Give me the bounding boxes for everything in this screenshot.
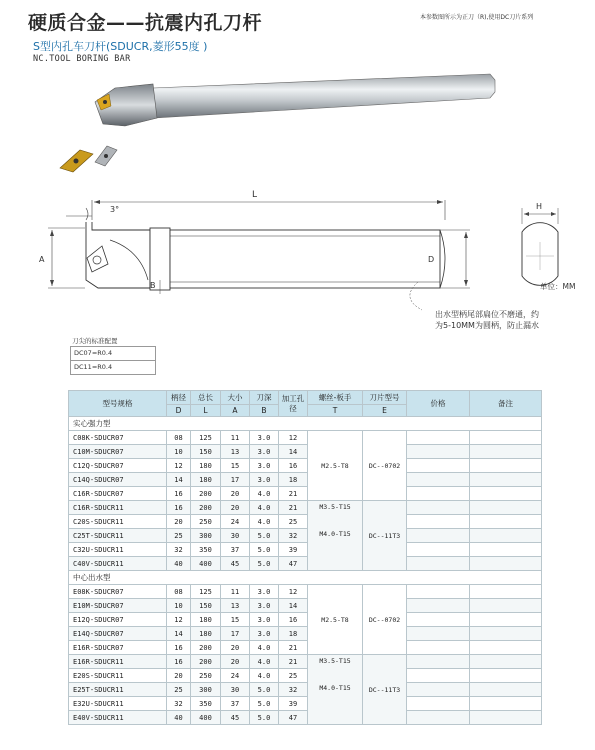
remark-cell [470, 627, 542, 641]
col-length-sym: L [191, 405, 221, 417]
insert-cell: DC--0702 [363, 431, 407, 501]
col-shank: 柄径 [167, 391, 191, 405]
value-cell: 250 [191, 669, 221, 683]
price-cell [407, 431, 470, 445]
col-length: 总长 [191, 391, 221, 405]
model-cell: C08K-SDUCR07 [69, 431, 167, 445]
value-cell: 14 [279, 599, 308, 613]
value-cell: 180 [191, 627, 221, 641]
table-row [69, 459, 542, 473]
value-cell: 350 [191, 697, 221, 711]
insert-cell: DC--11T3 [363, 655, 407, 725]
value-cell: 180 [191, 473, 221, 487]
boring-bar-photo [85, 70, 505, 140]
price-cell [407, 543, 470, 557]
insert-photo [55, 140, 125, 180]
model-cell: C25T-SDUCR11 [69, 529, 167, 543]
value-cell: 5.0 [250, 529, 279, 543]
value-cell: 40 [167, 557, 191, 571]
remark-cell [470, 683, 542, 697]
value-cell: 30 [221, 529, 250, 543]
value-cell: 4.0 [250, 487, 279, 501]
value-cell: 47 [279, 711, 308, 725]
table-row [69, 557, 542, 571]
table-row [69, 683, 542, 697]
col-screw: 螺丝-板手 [308, 391, 363, 405]
table-row [69, 487, 542, 501]
insert-cell: DC--0702 [363, 585, 407, 655]
value-cell: 5.0 [250, 557, 279, 571]
model-cell: E14Q-SDUCR07 [69, 627, 167, 641]
price-cell [407, 711, 470, 725]
value-cell: 150 [191, 599, 221, 613]
price-cell [407, 669, 470, 683]
value-cell: 12 [167, 613, 191, 627]
model-cell: E12Q-SDUCR07 [69, 613, 167, 627]
model-cell: E10M-SDUCR07 [69, 599, 167, 613]
model-cell: C20S-SDUCR11 [69, 515, 167, 529]
spec-table [68, 390, 542, 725]
value-cell: 3.0 [250, 473, 279, 487]
model-cell: C16R-SDUCR11 [69, 501, 167, 515]
price-cell [407, 529, 470, 543]
value-cell: 200 [191, 487, 221, 501]
value-cell: 20 [221, 501, 250, 515]
value-cell: 200 [191, 655, 221, 669]
value-cell: 25 [167, 529, 191, 543]
price-cell [407, 585, 470, 599]
value-cell: 21 [279, 487, 308, 501]
remark-cell [470, 543, 542, 557]
value-cell: 400 [191, 711, 221, 725]
table-row [69, 711, 542, 725]
value-cell: 16 [167, 501, 191, 515]
value-cell: 13 [221, 445, 250, 459]
top-note: 本参数图所示为正刀（R),使用DC刀片系列 [420, 14, 534, 21]
price-cell [407, 683, 470, 697]
value-cell: 11 [221, 431, 250, 445]
table-row [69, 515, 542, 529]
value-cell: 20 [221, 487, 250, 501]
value-cell: 14 [279, 445, 308, 459]
model-cell: E16R-SDUCR11 [69, 655, 167, 669]
remark-cell [470, 459, 542, 473]
value-cell: 20 [167, 669, 191, 683]
value-cell: 32 [167, 697, 191, 711]
screw-value: M4.0-T15 [319, 530, 351, 538]
page-title: 硬质合金——抗震内孔刀杆 [28, 12, 263, 34]
value-cell: 24 [221, 515, 250, 529]
remark-cell [470, 655, 542, 669]
remark-cell [470, 599, 542, 613]
remark-cell [470, 557, 542, 571]
dim-d-label: D [428, 255, 435, 264]
value-cell: 16 [167, 487, 191, 501]
value-cell: 21 [279, 501, 308, 515]
value-cell: 17 [221, 473, 250, 487]
table-row [69, 585, 542, 599]
value-cell: 25 [279, 515, 308, 529]
insert-cell: DC--11T3 [363, 501, 407, 571]
section-row [69, 417, 542, 431]
screw-cell [308, 655, 363, 725]
price-cell [407, 627, 470, 641]
model-cell: E20S-SDUCR11 [69, 669, 167, 683]
screw-value: M2.5-T8 [321, 461, 349, 470]
screw-cell [308, 585, 363, 655]
model-cell: C14Q-SDUCR07 [69, 473, 167, 487]
screw-value: M2.5-T8 [321, 615, 349, 624]
table-row [69, 599, 542, 613]
unit-label: 单位：MM [540, 282, 576, 291]
remark-cell [470, 585, 542, 599]
section-title: 中心出水型 [69, 571, 542, 585]
value-cell: 300 [191, 529, 221, 543]
note-line-2: 为5-10MM为圆柄，防止漏水 [435, 321, 539, 330]
value-cell: 10 [167, 445, 191, 459]
value-cell: 16 [167, 655, 191, 669]
value-cell: 180 [191, 613, 221, 627]
table-row [69, 697, 542, 711]
value-cell: 4.0 [250, 501, 279, 515]
value-cell: 40 [167, 711, 191, 725]
value-cell: 12 [279, 585, 308, 599]
value-cell: 18 [279, 627, 308, 641]
table-row [69, 641, 542, 655]
value-cell: 3.0 [250, 627, 279, 641]
col-model: 型号规格 [69, 391, 167, 417]
english-title: NC.TOOL BORING BAR [33, 54, 131, 64]
value-cell: 200 [191, 501, 221, 515]
value-cell: 4.0 [250, 515, 279, 529]
value-cell: 20 [167, 515, 191, 529]
value-cell: 13 [221, 599, 250, 613]
price-cell [407, 599, 470, 613]
model-cell: E25T-SDUCR11 [69, 683, 167, 697]
remark-cell [470, 473, 542, 487]
value-cell: 16 [279, 613, 308, 627]
value-cell: 5.0 [250, 683, 279, 697]
remark-cell [470, 669, 542, 683]
col-remark: 备注 [470, 391, 542, 417]
angle-label: 3° [110, 205, 120, 214]
value-cell: 08 [167, 431, 191, 445]
value-cell: 200 [191, 641, 221, 655]
value-cell: 3.0 [250, 599, 279, 613]
col-insert-sym: E [363, 405, 407, 417]
value-cell: 3.0 [250, 585, 279, 599]
remark-cell [470, 697, 542, 711]
value-cell: 350 [191, 543, 221, 557]
remark-cell [470, 711, 542, 725]
model-cell: C12Q-SDUCR07 [69, 459, 167, 473]
value-cell: 15 [221, 459, 250, 473]
table-row [69, 627, 542, 641]
col-hole: 加工孔径 [279, 391, 308, 417]
value-cell: 21 [279, 641, 308, 655]
price-cell [407, 655, 470, 669]
value-cell: 18 [279, 473, 308, 487]
col-insert: 刀片型号 [363, 391, 407, 405]
screw-cell [308, 431, 363, 501]
tip-config-heading: 刀尖的标准配置 [72, 337, 118, 345]
value-cell: 37 [221, 697, 250, 711]
screw-value: M4.0-T15 [319, 684, 351, 692]
price-cell [407, 557, 470, 571]
value-cell: 11 [221, 585, 250, 599]
value-cell: 3.0 [250, 459, 279, 473]
value-cell: 30 [221, 683, 250, 697]
value-cell: 150 [191, 445, 221, 459]
remark-cell [470, 529, 542, 543]
value-cell: 180 [191, 459, 221, 473]
dim-l-label: L [252, 190, 258, 200]
value-cell: 300 [191, 683, 221, 697]
value-cell: 3.0 [250, 431, 279, 445]
value-cell: 16 [167, 641, 191, 655]
value-cell: 25 [279, 669, 308, 683]
value-cell: 5.0 [250, 697, 279, 711]
value-cell: 08 [167, 585, 191, 599]
price-cell [407, 515, 470, 529]
remark-cell [470, 613, 542, 627]
table-row [69, 529, 542, 543]
value-cell: 45 [221, 557, 250, 571]
price-cell [407, 459, 470, 473]
value-cell: 15 [221, 613, 250, 627]
value-cell: 47 [279, 557, 308, 571]
value-cell: 4.0 [250, 655, 279, 669]
value-cell: 5.0 [250, 711, 279, 725]
col-shank-sym: D [167, 405, 191, 417]
bar-shank [153, 74, 495, 118]
price-cell [407, 501, 470, 515]
table-row [69, 613, 542, 627]
value-cell: 17 [221, 627, 250, 641]
price-cell [407, 697, 470, 711]
model-cell: C40V-SDUCR11 [69, 557, 167, 571]
price-cell [407, 445, 470, 459]
value-cell: 125 [191, 585, 221, 599]
col-price: 价格 [407, 391, 470, 417]
dim-b-label: B [150, 281, 156, 290]
section-row [69, 571, 542, 585]
tip-config-row: DC11=R0.4 [70, 360, 156, 375]
col-depth: 刀深 [250, 391, 279, 405]
value-cell: 14 [167, 627, 191, 641]
table-row [69, 655, 542, 669]
note-line-1: 出水型柄尾部扁位不磨通，约 [435, 310, 539, 319]
technical-drawing [30, 180, 576, 330]
value-cell: 45 [221, 711, 250, 725]
value-cell: 14 [167, 473, 191, 487]
value-cell: 39 [279, 697, 308, 711]
tip-config-box [70, 335, 156, 375]
remark-cell [470, 487, 542, 501]
subtitle: S型内孔车刀杆(SDUCR,菱形55度 ) [33, 40, 208, 53]
price-cell [407, 487, 470, 501]
value-cell: 4.0 [250, 641, 279, 655]
spec-table-body [69, 417, 542, 725]
value-cell: 3.0 [250, 445, 279, 459]
screw-value: M3.5-T15 [319, 657, 351, 665]
price-cell [407, 473, 470, 487]
col-size-sym: A [221, 405, 250, 417]
table-row [69, 543, 542, 557]
value-cell: 21 [279, 655, 308, 669]
table-row [69, 431, 542, 445]
tip-config-row: DC07=R0.4 [70, 346, 156, 361]
remark-cell [470, 501, 542, 515]
col-size: 大小 [221, 391, 250, 405]
table-row [69, 669, 542, 683]
dim-a-label: A [39, 255, 45, 264]
value-cell: 24 [221, 669, 250, 683]
value-cell: 32 [279, 529, 308, 543]
value-cell: 20 [221, 641, 250, 655]
table-row [69, 445, 542, 459]
value-cell: 37 [221, 543, 250, 557]
value-cell: 125 [191, 431, 221, 445]
table-row [69, 501, 542, 515]
model-cell: C10M-SDUCR07 [69, 445, 167, 459]
screw-cell [308, 501, 363, 571]
value-cell: 4.0 [250, 669, 279, 683]
value-cell: 400 [191, 557, 221, 571]
model-cell: E40V-SDUCR11 [69, 711, 167, 725]
col-depth-sym: B [250, 405, 279, 417]
value-cell: 10 [167, 599, 191, 613]
value-cell: 3.0 [250, 613, 279, 627]
screw-value: M3.5-T15 [319, 503, 351, 511]
remark-cell [470, 445, 542, 459]
section-title: 实心强力型 [69, 417, 542, 431]
model-cell: E32U-SDUCR11 [69, 697, 167, 711]
value-cell: 25 [167, 683, 191, 697]
col-screw-sym: T [308, 405, 363, 417]
value-cell: 5.0 [250, 543, 279, 557]
price-cell [407, 641, 470, 655]
value-cell: 16 [279, 459, 308, 473]
model-cell: C32U-SDUCR11 [69, 543, 167, 557]
value-cell: 39 [279, 543, 308, 557]
value-cell: 250 [191, 515, 221, 529]
dim-h-label: H [536, 202, 543, 211]
value-cell: 20 [221, 655, 250, 669]
value-cell: 32 [279, 683, 308, 697]
value-cell: 12 [279, 431, 308, 445]
model-cell: E08K-SDUCR07 [69, 585, 167, 599]
remark-cell [470, 515, 542, 529]
price-cell [407, 613, 470, 627]
remark-cell [470, 641, 542, 655]
value-cell: 32 [167, 543, 191, 557]
model-cell: C16R-SDUCR07 [69, 487, 167, 501]
table-row [69, 473, 542, 487]
value-cell: 12 [167, 459, 191, 473]
remark-cell [470, 431, 542, 445]
model-cell: E16R-SDUCR07 [69, 641, 167, 655]
